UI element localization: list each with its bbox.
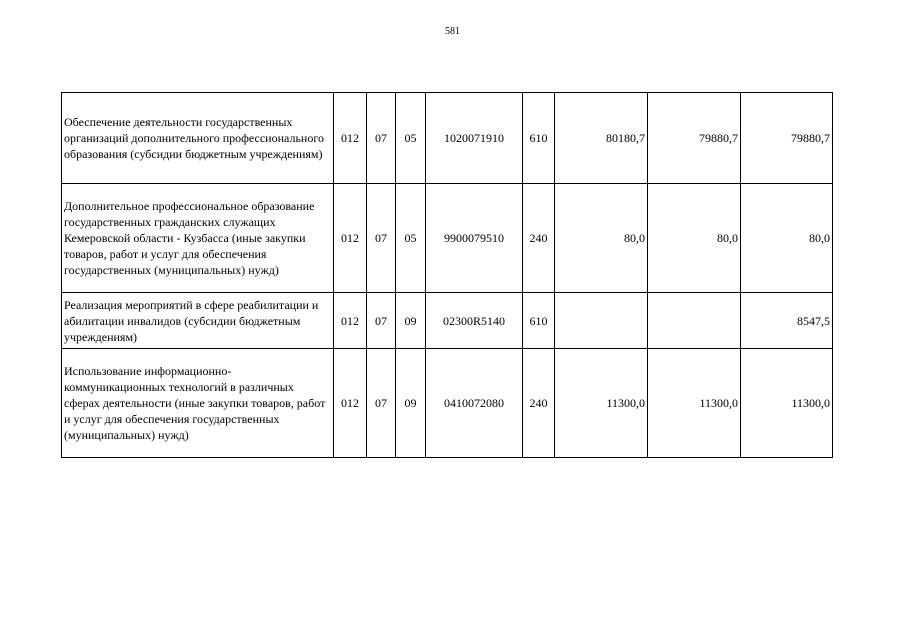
- row-expense-type-code: 610: [523, 93, 555, 184]
- row-ministry-code: 012: [334, 93, 367, 184]
- row-subsection-code: 09: [396, 349, 426, 458]
- row-section-code: 07: [367, 293, 396, 349]
- row-amount-2: 79880,7: [648, 93, 741, 184]
- row-expense-type-code: 240: [523, 349, 555, 458]
- row-subsection-code: 05: [396, 93, 426, 184]
- row-amount-1: [555, 293, 648, 349]
- row-subsection-code: 05: [396, 184, 426, 293]
- row-amount-1: 80,0: [555, 184, 648, 293]
- row-expense-type-code: 240: [523, 184, 555, 293]
- row-amount-1: 80180,7: [555, 93, 648, 184]
- row-item-name: Использование информационно-коммуникационных технологий в различных сферах деятельности (иные закупки товаров, работ и услуг для обеспечения государственных (муниципальных) нужд): [62, 349, 334, 458]
- row-item-name: Обеспечение деятельности государственных организаций дополнительного профессионального образования (субсидии бюджетным учреждениям): [62, 93, 334, 184]
- row-amount-2: 11300,0: [648, 349, 741, 458]
- row-target-article-code: 1020071910: [426, 93, 523, 184]
- row-target-article-code: 0410072080: [426, 349, 523, 458]
- row-amount-1: 11300,0: [555, 349, 648, 458]
- table-row: [62, 349, 833, 458]
- row-amount-3: 11300,0: [741, 349, 833, 458]
- page-number: 581: [445, 26, 460, 37]
- row-amount-2: 80,0: [648, 184, 741, 293]
- row-section-code: 07: [367, 184, 396, 293]
- row-item-name: Реализация мероприятий в сфере реабилитации и абилитации инвалидов (субсидии бюджетным учреждениям): [62, 293, 334, 349]
- row-ministry-code: 012: [334, 293, 367, 349]
- row-ministry-code: 012: [334, 184, 367, 293]
- row-expense-type-code: 610: [523, 293, 555, 349]
- row-subsection-code: 09: [396, 293, 426, 349]
- row-ministry-code: 012: [334, 349, 367, 458]
- row-amount-3: 79880,7: [741, 93, 833, 184]
- row-section-code: 07: [367, 349, 396, 458]
- row-target-article-code: 02300R5140: [426, 293, 523, 349]
- table-row: [62, 93, 833, 184]
- budget-table: [61, 92, 833, 458]
- row-amount-3: 8547,5: [741, 293, 833, 349]
- table-row: [62, 293, 833, 349]
- row-section-code: 07: [367, 93, 396, 184]
- row-target-article-code: 9900079510: [426, 184, 523, 293]
- table-row: [62, 184, 833, 293]
- row-amount-3: 80,0: [741, 184, 833, 293]
- row-item-name: Дополнительное профессиональное образование государственных гражданских служащих Кемеровской области - Кузбасса (иные закупки товаров, работ и услуг для обеспечения государственных (муниципальных) нужд): [62, 184, 334, 293]
- row-amount-2: [648, 293, 741, 349]
